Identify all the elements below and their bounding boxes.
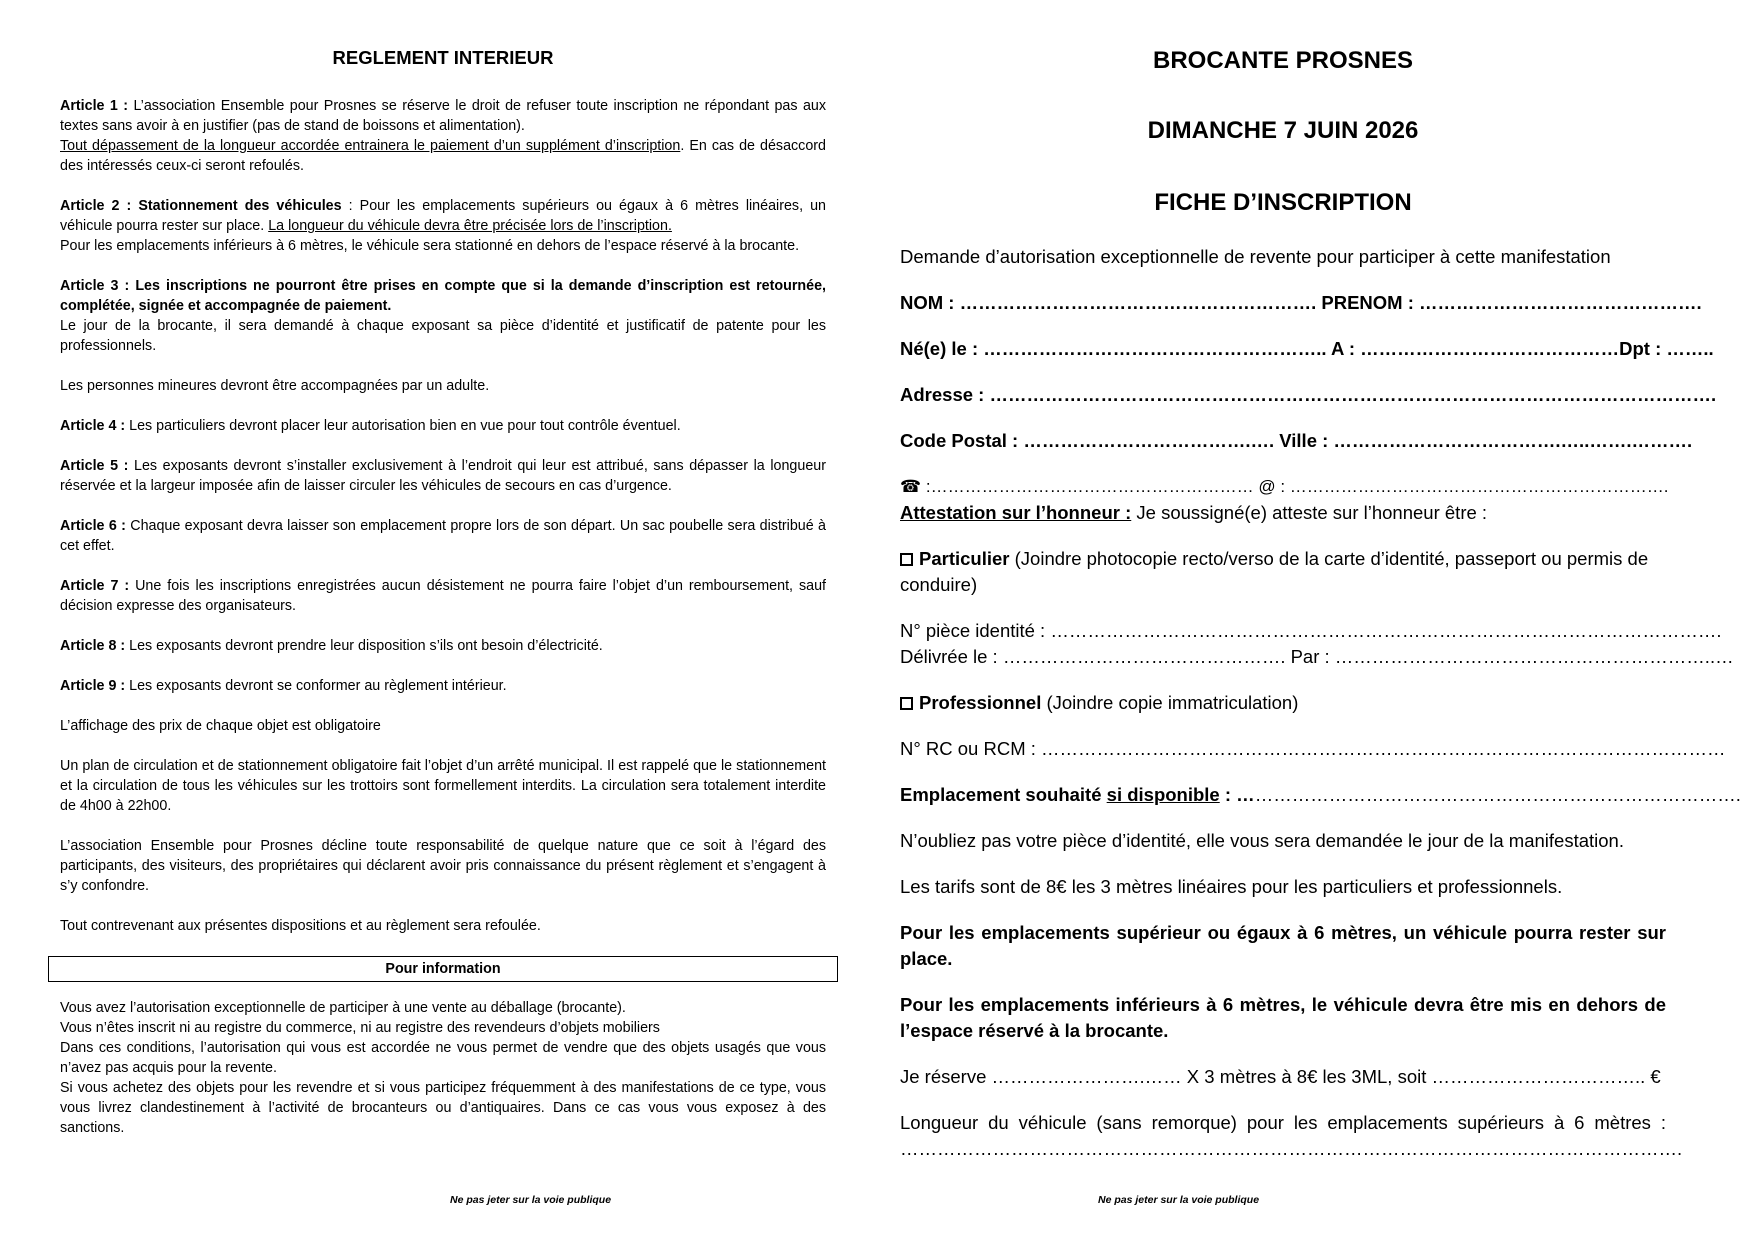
emplacement-available: si disponible — [1106, 784, 1220, 805]
attestation — [900, 500, 1666, 526]
phone-email-field[interactable]: :………………………………………………… @ : …………………………………………………………. — [921, 477, 1669, 496]
particulier-checkbox[interactable] — [900, 553, 913, 566]
article-2 — [60, 196, 826, 256]
article-2-underlined: La longueur du véhicule devra être précisée lors de l’inscription. — [268, 218, 672, 234]
contact-row[interactable] — [900, 474, 1669, 500]
article-7 — [60, 576, 826, 616]
minors-note: Les personnes mineures devront être accompagnées par un adulte. — [60, 378, 490, 394]
particulier-label: Particulier — [919, 548, 1010, 569]
article-2-text: : Pour les emplacements supérieurs ou égaux à 6 mètres linéaires, un véhicule pourra rester sur place. — [60, 198, 827, 234]
phone-icon: ☎ — [900, 477, 922, 496]
reminder-text: N’oubliez pas votre pièce d’identité, elle vous sera demandée le jour de la manifestation. — [900, 830, 1624, 851]
info-text — [60, 998, 826, 1138]
info-line-2: Vous n’êtes inscrit ni au registre du commerce, ni au registre des revendeurs d’objets mobiliers — [60, 1020, 660, 1036]
info-line-1: Vous avez l’autorisation exceptionnelle de participer à une vente au déballage (brocante). — [60, 1000, 626, 1016]
article-4 — [60, 416, 826, 436]
form-title: FICHE D’INSCRIPTION — [1154, 189, 1412, 216]
sup6-text: Pour les emplacements supérieur ou égaux à 6 mètres, un véhicule pourra rester sur place. — [900, 922, 1666, 969]
article-8-label: Article 8 : — [60, 638, 126, 654]
article-5 — [60, 456, 826, 496]
info-line-3: Dans ces conditions, l’autorisation qui vous est accordée ne vous permet de vendre que des objets usagés que vous n’avez pas acquis pour la revente. — [60, 1040, 826, 1076]
article-7-text: Une fois les inscriptions enregistrées aucun désistement ne pourra faire l’objet d’un remboursement, sauf décision expresse des organisateurs. — [60, 578, 826, 614]
reglement-title: REGLEMENT INTERIEUR — [332, 47, 554, 68]
article-6 — [60, 516, 826, 556]
emplacement-field[interactable] — [900, 782, 1741, 808]
footer-left: Ne pas jeter sur la voie publique — [450, 1194, 612, 1206]
attestation-text: Je soussigné(e) atteste sur l’honneur être : — [1131, 502, 1488, 523]
reserve-field[interactable]: Je réserve …………………….…… X 3 mètres à 8€ les 3ML, soit …………………………….. € — [900, 1066, 1661, 1087]
article-2-label: Article 2 : Stationnement des véhicules — [60, 198, 342, 214]
footer-right: Ne pas jeter sur la voie publique — [1098, 1194, 1260, 1206]
circulation-note: Un plan de circulation et de stationnement obligatoire fait l’objet d’un arrêté municipal. Il est rappelé que le stationnement et la circulation de tous les véhicules sur les trottoirs sont formellement interdits. La circulation sera totalement interdite de 4h00 à 22h00. — [60, 758, 826, 814]
date-title: DIMANCHE 7 JUIN 2026 — [1147, 117, 1419, 144]
article-1-label: Article 1 : — [60, 98, 129, 114]
article-5-label: Article 5 : — [60, 458, 129, 474]
address-field[interactable]: Adresse : ………………………………………………………………………………………………………. — [900, 384, 1717, 405]
article-8 — [60, 636, 826, 656]
info-line-4: Si vous achetez des objets pour les revendre et si vous participez fréquemment à des manifestations de ce type, vous vous livrez clandestinement à l’activité de brocanteurs ou d’antiquaires. Dans ce cas vous vous exposez à des sanctions. — [60, 1080, 826, 1136]
article-4-label: Article 4 : — [60, 418, 126, 434]
article-7-label: Article 7 : — [60, 578, 130, 594]
offenders-note: Tout contrevenant aux présentes dispositions et au règlement sera refoulée. — [60, 918, 541, 934]
vehicle-length-field[interactable]: Longueur du véhicule (sans remorque) pour les emplacements supérieurs à 6 mètres : ………………………………………………………………………………………………………………. — [900, 1112, 1683, 1159]
prices-note: L’affichage des prix de chaque objet est obligatoire — [60, 718, 381, 734]
particulier-text: (Joindre photocopie recto/verso de la carte d’identité, passeport ou permis de conduire) — [900, 548, 1649, 595]
article-1-text: L’association Ensemble pour Prosnes se réserve le droit de refuser toute inscription ne répondant pas aux textes sans avoir à en justifier (pas de stand de boissons et alimentation). — [60, 98, 826, 134]
article-3-text: Le jour de la brocante, il sera demandé à chaque exposant sa pièce d’identité et justificatif de patente pour les professionnels. — [60, 318, 826, 354]
article-9-label: Article 9 : — [60, 678, 126, 694]
intro-text: Demande d’autorisation exceptionnelle de revente pour participer à cette manifestation — [900, 246, 1611, 267]
info-box-title: Pour information — [48, 956, 838, 982]
article-3-bold: Article 3 : Les inscriptions ne pourront être prises en compte que si la demande d’inscription est retournée, complétée, signée et accompagnée de paiement. — [60, 278, 826, 314]
article-6-label: Article 6 : — [60, 518, 126, 534]
professionnel-option[interactable] — [900, 690, 1666, 716]
article-2-text-2: Pour les emplacements inférieurs à 6 mètres, le véhicule sera stationné en dehors de l’espace réservé à la brocante. — [60, 238, 800, 254]
issued-field[interactable]: Délivrée le : ………………………………………. Par : ……………………………………………………..… — [900, 646, 1734, 667]
tarifs-text: Les tarifs sont de 8€ les 3 mètres linéaires pour les particuliers et professionnels. — [900, 876, 1563, 897]
brocante-title: BROCANTE PROSNES — [1152, 47, 1414, 74]
article-9 — [60, 676, 826, 696]
inscription-column — [900, 46, 1741, 1162]
reglement-column — [60, 46, 826, 1138]
article-6-text: Chaque exposant devra laisser son emplacement propre lors de son départ. Un sac poubelle sera distribué à cet effet. — [60, 518, 826, 554]
particulier-option[interactable] — [900, 546, 1666, 598]
rc-field[interactable]: N° RC ou RCM : ………………………………………………………………………………………………… — [900, 738, 1726, 759]
article-5-text: Les exposants devront s’installer exclusivement à l’endroit qui leur est attribué, sans dépasser la longueur réservée et la largeur imposée afin de laisser circuler les véhicules de secours en cas d’urgence. — [60, 458, 826, 494]
emplacement-dots: ……………………………………………………………………. — [1254, 784, 1741, 805]
article-1-tail: . En cas de désaccord des intéressés ceux-ci seront refoulés. — [60, 138, 826, 174]
emplacement-colon: : … — [1219, 784, 1255, 805]
article-9-text: Les exposants devront se conformer au règlement intérieur. — [125, 678, 507, 694]
inf6-text: Pour les emplacements inférieurs à 6 mètres, le véhicule devra être mis en dehors de l’espace réservé à la brocante. — [900, 994, 1666, 1041]
article-3 — [60, 276, 826, 356]
professionnel-label: Professionnel — [919, 692, 1042, 713]
emplacement-label: Emplacement souhaité — [900, 784, 1107, 805]
liability-note: L’association Ensemble pour Prosnes décline toute responsabilité de quelque nature que ce soit à l’égard des participants, des visiteurs, des propriétaires qui déclarent avoir pris connaissance du présent règlement et s’engagent à s’y confondre. — [60, 838, 826, 894]
professionnel-text: (Joindre copie immatriculation) — [1041, 692, 1299, 713]
postal-city-field[interactable]: Code Postal : ……………………………….…. Ville : ……………………………….…..…….………. — [900, 430, 1693, 451]
professionnel-checkbox[interactable] — [900, 697, 913, 710]
article-8-text: Les exposants devront prendre leur disposition s’ils ont besoin d’électricité. — [125, 638, 603, 654]
article-1 — [60, 96, 826, 176]
article-4-text: Les particuliers devront placer leur autorisation bien en vue pour tout contrôle éventuel. — [125, 418, 681, 434]
attestation-label: Attestation sur l’honneur : — [900, 502, 1132, 523]
article-1-underlined: Tout dépassement de la longueur accordée entrainera le paiement d’un supplément d’inscription — [60, 138, 681, 154]
nom-prenom-field[interactable]: NOM : …………………………………………………. PRENOM : ………………………………………. — [900, 292, 1702, 313]
birth-field[interactable]: Né(e) le : ……………………………………………….. A : ……………………………………Dpt : …….. — [900, 338, 1714, 359]
id-number-field[interactable]: N° pièce identité : ………………………………………………………………………………………………. — [900, 620, 1722, 641]
